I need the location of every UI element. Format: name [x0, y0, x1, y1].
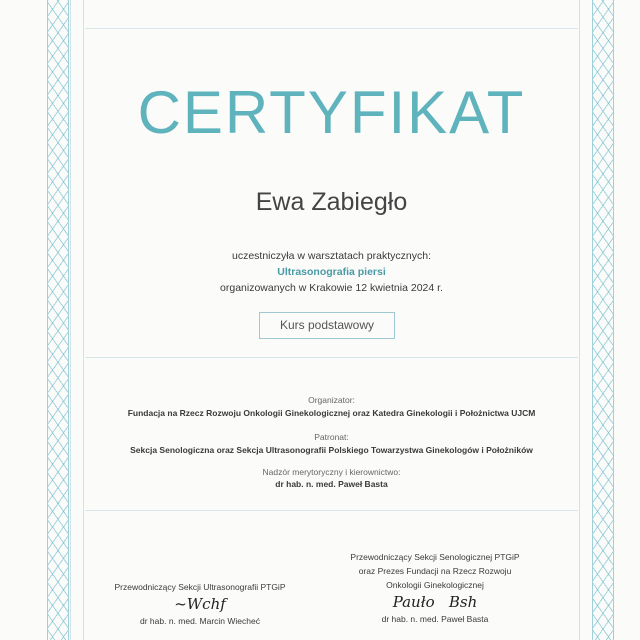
course-level-badge: Kurs podstawowy [259, 312, 395, 339]
divider [85, 28, 578, 29]
participation-text: uczestniczyła w warsztatach praktycznych: [232, 250, 431, 262]
certificate-title: CERTYFIKAT [137, 79, 526, 146]
supervisor: dr hab. n. med. Paweł Basta [275, 479, 388, 489]
recipient-name: Ewa Zabiegło [255, 188, 408, 216]
supervision-label: Nadzór merytoryczny i kierownictwo: [262, 467, 401, 477]
workshop-title: Ultrasonografia piersi [277, 266, 386, 278]
signature-image: ~Wchf [174, 595, 226, 613]
divider [579, 0, 580, 640]
signature-role: Przewodniczący Sekcji Senologicznej PTGiP [350, 552, 520, 562]
divider [83, 0, 84, 640]
signature-image: Pauło Bsh [392, 593, 478, 611]
signature-role: Onkologii Ginekologicznej [386, 580, 484, 590]
decorative-border-left [47, 0, 69, 640]
signature-block-right [345, 550, 525, 626]
divider [85, 357, 578, 358]
organized-text: organizowanych w Krakowie 12 kwietnia 2024 r. [220, 282, 443, 294]
organizer-label: Organizator: [308, 395, 355, 405]
divider [85, 510, 578, 511]
patronage: Sekcja Senologiczna oraz Sekcja Ultrasonografii Polskiego Towarzystwa Ginekologów i Położników [130, 445, 533, 455]
decorative-border-right [592, 0, 614, 640]
signature-name: dr hab. n. med. Marcin Wiecheć [140, 616, 260, 626]
patronage-label: Patronat: [314, 432, 349, 442]
signature-role: oraz Prezes Fundacji na Rzecz Rozwoju [358, 566, 512, 576]
signature-role: Przewodniczący Sekcji Ultrasonografii PTGiP [114, 582, 286, 592]
organizer: Fundacja na Rzecz Rozwoju Onkologii Ginekologicznej oraz Katedra Ginekologii i Położnictwa UJCM [127, 408, 536, 418]
divider [70, 0, 71, 640]
signature-block-left [110, 580, 290, 628]
signature-name: dr hab. n. med. Paweł Basta [381, 614, 489, 624]
